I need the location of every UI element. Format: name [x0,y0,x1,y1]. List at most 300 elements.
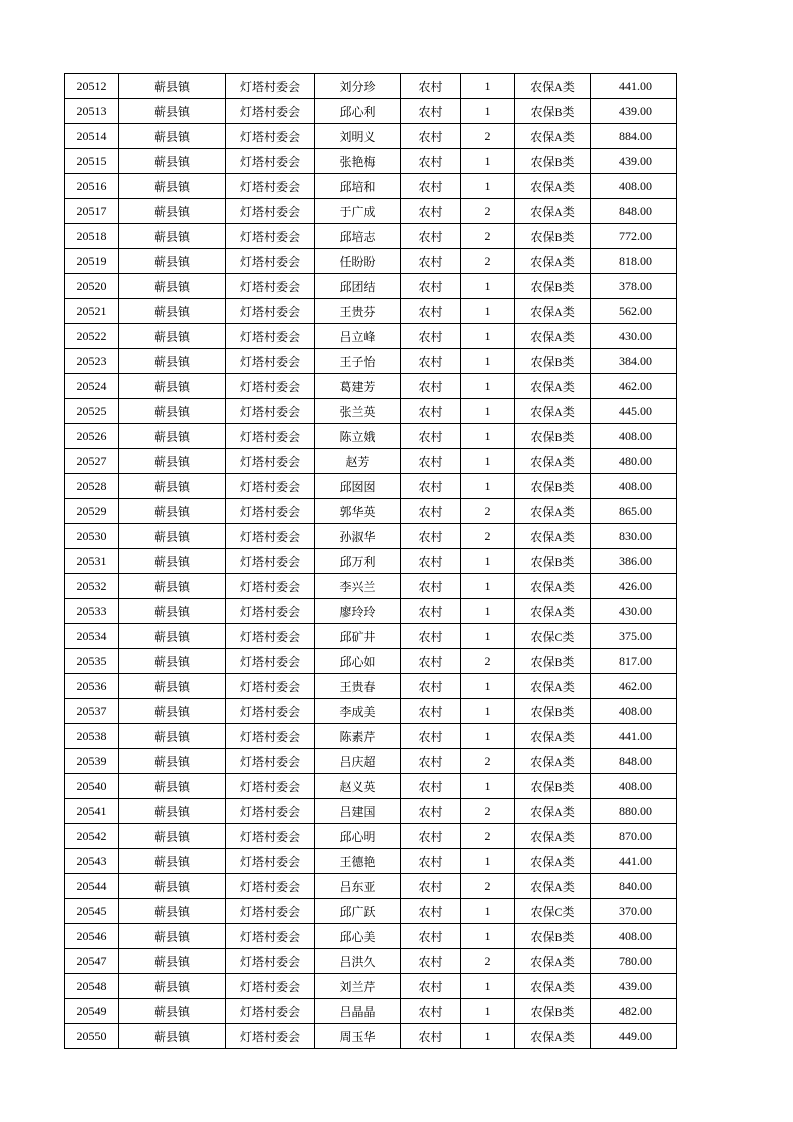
table-cell-town: 蕲县镇 [119,599,226,624]
table-cell-village_committee: 灯塔村委会 [226,349,315,374]
table-cell-residence_type: 农村 [401,774,461,799]
table-cell-id: 20523 [65,349,119,374]
table-cell-residence_type: 农村 [401,649,461,674]
table-cell-person_name: 吕建国 [315,799,401,824]
table-cell-town: 蕲县镇 [119,424,226,449]
table-cell-town: 蕲县镇 [119,774,226,799]
table-cell-village_committee: 灯塔村委会 [226,974,315,999]
table-row [65,749,677,774]
table-cell-amount: 384.00 [591,349,677,374]
table-cell-village_committee: 灯塔村委会 [226,774,315,799]
table-cell-insurance_category: 农保B类 [515,349,591,374]
table-cell-village_committee: 灯塔村委会 [226,699,315,724]
table-cell-person_count: 2 [461,124,515,149]
table-cell-town: 蕲县镇 [119,124,226,149]
table-cell-insurance_category: 农保B类 [515,424,591,449]
table-row [65,1024,677,1049]
table-cell-village_committee: 灯塔村委会 [226,224,315,249]
table-cell-residence_type: 农村 [401,824,461,849]
table-cell-village_committee: 灯塔村委会 [226,799,315,824]
table-cell-amount: 482.00 [591,999,677,1024]
table-cell-village_committee: 灯塔村委会 [226,899,315,924]
table-cell-person_name: 周玉华 [315,1024,401,1049]
table-cell-person_name: 邱培志 [315,224,401,249]
table-cell-town: 蕲县镇 [119,74,226,99]
table-cell-person_name: 王子怡 [315,349,401,374]
table-cell-person_count: 1 [461,999,515,1024]
table-cell-person_count: 1 [461,374,515,399]
table-cell-village_committee: 灯塔村委会 [226,499,315,524]
table-cell-town: 蕲县镇 [119,199,226,224]
table-cell-id: 20516 [65,174,119,199]
table-cell-amount: 772.00 [591,224,677,249]
table-row [65,424,677,449]
table-cell-residence_type: 农村 [401,874,461,899]
table-cell-village_committee: 灯塔村委会 [226,874,315,899]
table-cell-id: 20520 [65,274,119,299]
table-cell-town: 蕲县镇 [119,524,226,549]
table-cell-amount: 848.00 [591,199,677,224]
table-cell-town: 蕲县镇 [119,99,226,124]
table-row [65,499,677,524]
table-cell-person_count: 2 [461,499,515,524]
table-cell-person_name: 吕庆超 [315,749,401,774]
table-cell-person_count: 1 [461,974,515,999]
table-cell-town: 蕲县镇 [119,724,226,749]
table-row [65,549,677,574]
table-cell-person_count: 1 [461,474,515,499]
table-cell-insurance_category: 农保A类 [515,524,591,549]
table-cell-residence_type: 农村 [401,524,461,549]
table-cell-insurance_category: 农保B类 [515,549,591,574]
table-cell-town: 蕲县镇 [119,149,226,174]
table-cell-id: 20518 [65,224,119,249]
table-row [65,599,677,624]
table-cell-person_name: 张兰英 [315,399,401,424]
table-cell-residence_type: 农村 [401,599,461,624]
table-cell-amount: 378.00 [591,274,677,299]
table-cell-person_name: 邱广跃 [315,899,401,924]
table-cell-person_name: 李兴兰 [315,574,401,599]
table-cell-id: 20545 [65,899,119,924]
table-cell-amount: 408.00 [591,774,677,799]
table-cell-insurance_category: 农保A类 [515,499,591,524]
table-cell-person_count: 2 [461,649,515,674]
table-cell-village_committee: 灯塔村委会 [226,624,315,649]
table-cell-amount: 884.00 [591,124,677,149]
table-cell-residence_type: 农村 [401,924,461,949]
table-cell-person_name: 赵义英 [315,774,401,799]
table-cell-town: 蕲县镇 [119,274,226,299]
table-cell-village_committee: 灯塔村委会 [226,724,315,749]
table-cell-amount: 408.00 [591,424,677,449]
table-row [65,874,677,899]
table-cell-town: 蕲县镇 [119,574,226,599]
table-cell-town: 蕲县镇 [119,674,226,699]
table-row [65,199,677,224]
table-row [65,299,677,324]
table-cell-id: 20517 [65,199,119,224]
table-cell-village_committee: 灯塔村委会 [226,574,315,599]
table-cell-insurance_category: 农保B类 [515,924,591,949]
table-cell-person_count: 1 [461,299,515,324]
table-cell-id: 20529 [65,499,119,524]
table-cell-residence_type: 农村 [401,699,461,724]
table-cell-town: 蕲县镇 [119,399,226,424]
table-cell-person_name: 于广成 [315,199,401,224]
table-cell-village_committee: 灯塔村委会 [226,649,315,674]
table-cell-village_committee: 灯塔村委会 [226,849,315,874]
table-cell-insurance_category: 农保A类 [515,1024,591,1049]
table-cell-town: 蕲县镇 [119,999,226,1024]
table-cell-id: 20522 [65,324,119,349]
table-cell-village_committee: 灯塔村委会 [226,949,315,974]
table-cell-person_name: 王德艳 [315,849,401,874]
table-cell-id: 20536 [65,674,119,699]
table-cell-amount: 840.00 [591,874,677,899]
table-cell-amount: 430.00 [591,324,677,349]
table-cell-amount: 462.00 [591,374,677,399]
table-cell-insurance_category: 农保A类 [515,249,591,274]
table-row [65,274,677,299]
table-cell-id: 20525 [65,399,119,424]
table-cell-residence_type: 农村 [401,224,461,249]
table-cell-insurance_category: 农保A类 [515,974,591,999]
table-cell-insurance_category: 农保A类 [515,874,591,899]
table-cell-person_count: 1 [461,924,515,949]
table-cell-town: 蕲县镇 [119,324,226,349]
table-row [65,924,677,949]
table-body [65,74,677,1049]
table-cell-town: 蕲县镇 [119,474,226,499]
table-cell-person_name: 刘明义 [315,124,401,149]
table-cell-town: 蕲县镇 [119,699,226,724]
table-cell-person_name: 邱万利 [315,549,401,574]
table-cell-amount: 375.00 [591,624,677,649]
table-cell-village_committee: 灯塔村委会 [226,274,315,299]
table-cell-residence_type: 农村 [401,424,461,449]
table-cell-person_count: 1 [461,599,515,624]
table-cell-insurance_category: 农保B类 [515,474,591,499]
table-cell-person_name: 李成美 [315,699,401,724]
table-cell-person_count: 1 [461,774,515,799]
table-cell-id: 20512 [65,74,119,99]
table-cell-insurance_category: 农保B类 [515,699,591,724]
table-cell-id: 20521 [65,299,119,324]
table-cell-town: 蕲县镇 [119,249,226,274]
table-cell-insurance_category: 农保A类 [515,324,591,349]
table-cell-residence_type: 农村 [401,274,461,299]
table-cell-amount: 848.00 [591,749,677,774]
table-cell-residence_type: 农村 [401,349,461,374]
table-cell-person_name: 任盼盼 [315,249,401,274]
table-cell-id: 20541 [65,799,119,824]
table-cell-id: 20526 [65,424,119,449]
table-cell-person_count: 1 [461,274,515,299]
table-cell-insurance_category: 农保C类 [515,624,591,649]
table-cell-amount: 830.00 [591,524,677,549]
table-cell-amount: 439.00 [591,974,677,999]
table-cell-residence_type: 农村 [401,999,461,1024]
table-cell-insurance_category: 农保A类 [515,449,591,474]
table-cell-town: 蕲县镇 [119,874,226,899]
table-cell-person_name: 郭华英 [315,499,401,524]
table-cell-town: 蕲县镇 [119,749,226,774]
table-cell-person_name: 刘分珍 [315,74,401,99]
table-cell-village_committee: 灯塔村委会 [226,124,315,149]
table-cell-residence_type: 农村 [401,724,461,749]
table-cell-residence_type: 农村 [401,799,461,824]
table-cell-person_name: 赵芳 [315,449,401,474]
table-cell-person_count: 1 [461,449,515,474]
table-cell-insurance_category: 农保B类 [515,774,591,799]
table-cell-person_count: 1 [461,1024,515,1049]
table-cell-village_committee: 灯塔村委会 [226,474,315,499]
table-cell-village_committee: 灯塔村委会 [226,299,315,324]
table-cell-town: 蕲县镇 [119,549,226,574]
table-cell-person_count: 1 [461,74,515,99]
table-cell-id: 20515 [65,149,119,174]
table-cell-residence_type: 农村 [401,474,461,499]
table-row [65,699,677,724]
table-cell-id: 20540 [65,774,119,799]
table-row [65,224,677,249]
table-cell-insurance_category: 农保B类 [515,149,591,174]
table-cell-insurance_category: 农保B类 [515,99,591,124]
table-cell-amount: 430.00 [591,599,677,624]
table-cell-amount: 480.00 [591,449,677,474]
table-cell-village_committee: 灯塔村委会 [226,424,315,449]
table-row [65,174,677,199]
table-cell-insurance_category: 农保A类 [515,399,591,424]
table-row [65,824,677,849]
table-cell-person_count: 1 [461,399,515,424]
table-cell-id: 20550 [65,1024,119,1049]
table-cell-residence_type: 农村 [401,974,461,999]
table-cell-id: 20548 [65,974,119,999]
table-cell-residence_type: 农村 [401,149,461,174]
table-row [65,399,677,424]
table-cell-person_name: 邱心美 [315,924,401,949]
table-cell-person_count: 1 [461,424,515,449]
table-cell-residence_type: 农村 [401,849,461,874]
table-cell-insurance_category: 农保A类 [515,574,591,599]
table-cell-person_count: 1 [461,624,515,649]
table-cell-person_count: 2 [461,949,515,974]
table-row [65,74,677,99]
table-row [65,524,677,549]
table-cell-town: 蕲县镇 [119,974,226,999]
table-cell-amount: 408.00 [591,924,677,949]
table-cell-amount: 865.00 [591,499,677,524]
table-cell-town: 蕲县镇 [119,499,226,524]
table-cell-town: 蕲县镇 [119,449,226,474]
table-row [65,474,677,499]
table-cell-town: 蕲县镇 [119,349,226,374]
table-cell-town: 蕲县镇 [119,824,226,849]
table-cell-residence_type: 农村 [401,449,461,474]
table-cell-amount: 408.00 [591,174,677,199]
table-cell-person_count: 1 [461,149,515,174]
table-cell-village_committee: 灯塔村委会 [226,449,315,474]
table-row [65,324,677,349]
table-cell-town: 蕲县镇 [119,799,226,824]
table-cell-person_name: 邱矿井 [315,624,401,649]
table-cell-residence_type: 农村 [401,199,461,224]
table-cell-person_name: 邱心如 [315,649,401,674]
table-row [65,249,677,274]
table-cell-person_name: 邱心明 [315,824,401,849]
table-cell-person_count: 1 [461,899,515,924]
table-cell-town: 蕲县镇 [119,849,226,874]
table-cell-id: 20535 [65,649,119,674]
table-cell-village_committee: 灯塔村委会 [226,249,315,274]
table-cell-insurance_category: 农保A类 [515,124,591,149]
table-cell-residence_type: 农村 [401,899,461,924]
table-cell-town: 蕲县镇 [119,1024,226,1049]
table-cell-id: 20542 [65,824,119,849]
table-cell-person_count: 1 [461,724,515,749]
table-cell-person_name: 陈素芹 [315,724,401,749]
table-cell-insurance_category: 农保A类 [515,674,591,699]
table-cell-person_name: 吕立峰 [315,324,401,349]
table-cell-person_count: 2 [461,799,515,824]
table-cell-person_name: 刘兰芹 [315,974,401,999]
table-cell-person_name: 邱培和 [315,174,401,199]
table-row [65,799,677,824]
table-cell-insurance_category: 农保B类 [515,274,591,299]
table-cell-person_name: 邱心利 [315,99,401,124]
table-cell-town: 蕲县镇 [119,224,226,249]
table-row [65,949,677,974]
table-cell-person_count: 2 [461,824,515,849]
table-cell-residence_type: 农村 [401,674,461,699]
table-cell-id: 20514 [65,124,119,149]
table-cell-amount: 408.00 [591,699,677,724]
table-cell-person_count: 1 [461,574,515,599]
table-cell-amount: 441.00 [591,849,677,874]
benefit-roster-table [64,73,677,1049]
table-cell-town: 蕲县镇 [119,899,226,924]
table-cell-person_count: 2 [461,249,515,274]
table-cell-insurance_category: 农保A类 [515,599,591,624]
table-cell-amount: 818.00 [591,249,677,274]
table-cell-residence_type: 农村 [401,949,461,974]
table-cell-insurance_category: 农保A类 [515,374,591,399]
table-cell-village_committee: 灯塔村委会 [226,1024,315,1049]
table-cell-insurance_category: 农保A类 [515,824,591,849]
table-cell-amount: 370.00 [591,899,677,924]
table-row [65,899,677,924]
table-cell-person_count: 2 [461,199,515,224]
table-cell-person_name: 陈立娥 [315,424,401,449]
table-cell-person_count: 2 [461,749,515,774]
table-cell-insurance_category: 农保B类 [515,224,591,249]
table-cell-residence_type: 农村 [401,624,461,649]
table-cell-insurance_category: 农保A类 [515,174,591,199]
table-row [65,774,677,799]
table-cell-town: 蕲县镇 [119,624,226,649]
table-cell-town: 蕲县镇 [119,299,226,324]
table-row [65,974,677,999]
table-cell-person_count: 2 [461,524,515,549]
table-row [65,349,677,374]
table-cell-amount: 441.00 [591,74,677,99]
table-cell-amount: 449.00 [591,1024,677,1049]
table-cell-town: 蕲县镇 [119,174,226,199]
table-cell-village_committee: 灯塔村委会 [226,674,315,699]
table-row [65,374,677,399]
table-cell-residence_type: 农村 [401,299,461,324]
table-cell-amount: 408.00 [591,474,677,499]
table-cell-village_committee: 灯塔村委会 [226,524,315,549]
table-row [65,724,677,749]
table-cell-person_name: 葛建芳 [315,374,401,399]
table-cell-insurance_category: 农保A类 [515,849,591,874]
table-cell-amount: 870.00 [591,824,677,849]
table-cell-amount: 426.00 [591,574,677,599]
table-cell-residence_type: 农村 [401,74,461,99]
table-cell-village_committee: 灯塔村委会 [226,999,315,1024]
table-cell-id: 20530 [65,524,119,549]
table-cell-village_committee: 灯塔村委会 [226,374,315,399]
table-cell-person_name: 廖玲玲 [315,599,401,624]
table-cell-amount: 445.00 [591,399,677,424]
table-cell-insurance_category: 农保A类 [515,749,591,774]
table-cell-village_committee: 灯塔村委会 [226,149,315,174]
table-cell-person_name: 吕东亚 [315,874,401,899]
table-cell-id: 20532 [65,574,119,599]
table-cell-residence_type: 农村 [401,99,461,124]
table-cell-village_committee: 灯塔村委会 [226,324,315,349]
table-row [65,849,677,874]
table-cell-id: 20531 [65,549,119,574]
table-cell-amount: 441.00 [591,724,677,749]
table-cell-person_name: 孙淑华 [315,524,401,549]
table-cell-id: 20543 [65,849,119,874]
table-cell-id: 20539 [65,749,119,774]
table-cell-insurance_category: 农保B类 [515,999,591,1024]
table-cell-person_count: 1 [461,549,515,574]
table-row [65,999,677,1024]
table-cell-residence_type: 农村 [401,249,461,274]
table-row [65,149,677,174]
table-cell-insurance_category: 农保A类 [515,74,591,99]
table-cell-insurance_category: 农保A类 [515,299,591,324]
table-cell-residence_type: 农村 [401,399,461,424]
table-cell-id: 20534 [65,624,119,649]
table-cell-person_name: 吕晶晶 [315,999,401,1024]
table-cell-person_count: 1 [461,174,515,199]
table-cell-amount: 439.00 [591,149,677,174]
table-cell-village_committee: 灯塔村委会 [226,99,315,124]
table-cell-village_committee: 灯塔村委会 [226,199,315,224]
table-cell-amount: 817.00 [591,649,677,674]
table-cell-insurance_category: 农保A类 [515,949,591,974]
table-cell-amount: 386.00 [591,549,677,574]
table-cell-amount: 880.00 [591,799,677,824]
table-cell-id: 20519 [65,249,119,274]
table-row [65,624,677,649]
table-cell-insurance_category: 农保A类 [515,199,591,224]
table-cell-village_committee: 灯塔村委会 [226,399,315,424]
table-cell-person_name: 王贵春 [315,674,401,699]
table-cell-id: 20533 [65,599,119,624]
table-cell-id: 20513 [65,99,119,124]
table-cell-village_committee: 灯塔村委会 [226,924,315,949]
table-cell-person_name: 张艳梅 [315,149,401,174]
table-cell-person_count: 2 [461,224,515,249]
